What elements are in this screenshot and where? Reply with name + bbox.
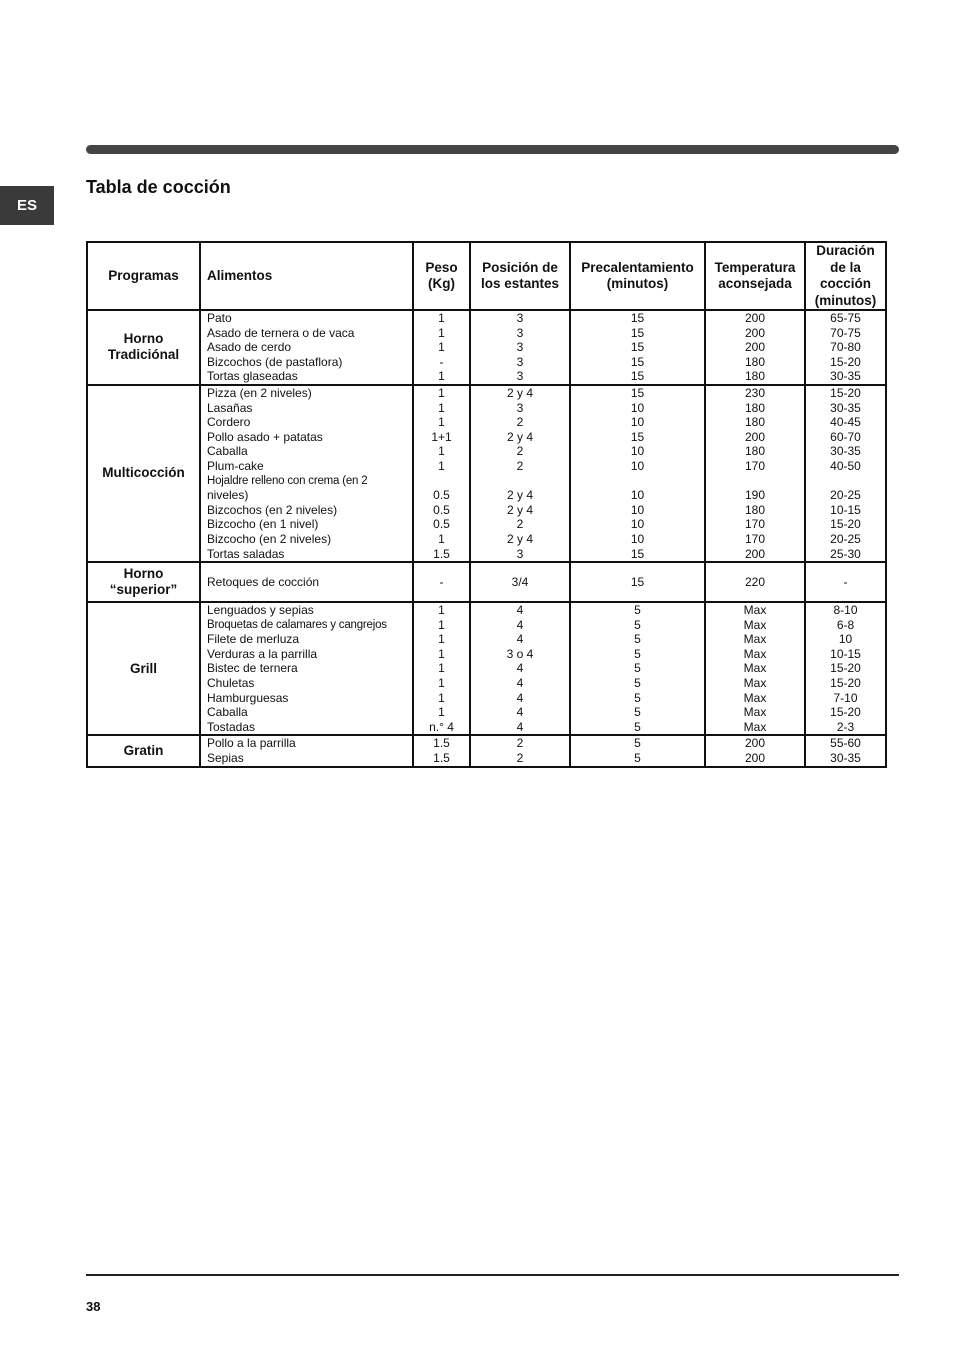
- cell-line: 1.5: [433, 751, 450, 766]
- cell-line: 15: [630, 546, 645, 561]
- cell-line: 70-80: [830, 340, 861, 355]
- cell-line: Max: [743, 632, 767, 647]
- peso-cell: [413, 562, 470, 602]
- header-line: Temperatura: [714, 259, 796, 275]
- cell-line: 10: [630, 444, 645, 459]
- table-header-row: [87, 242, 886, 310]
- header-divider-bar: [86, 145, 899, 154]
- cell-line: 10-15: [830, 646, 861, 661]
- precalentamiento-cell: [570, 310, 705, 385]
- header-peso: [413, 242, 470, 310]
- cell-line: 7-10: [833, 690, 858, 705]
- cell-line: 15-20: [830, 354, 861, 369]
- cell-line: 3 o 4: [506, 646, 534, 661]
- header-line: de la: [830, 259, 861, 275]
- cell-line: 40-50: [830, 458, 861, 473]
- cell-line: 60-70: [830, 429, 861, 444]
- cell-line: 2 y 4: [506, 502, 533, 517]
- cell-line: Pollo a la parrilla: [207, 736, 296, 751]
- cell-line: 3: [516, 311, 524, 325]
- cell-line: 5: [634, 632, 641, 647]
- cell-line: 15-20: [830, 661, 861, 676]
- cell-spacer: [471, 474, 569, 489]
- cell-line: 5: [634, 705, 641, 720]
- header-duracion: [805, 242, 886, 310]
- duracion-cell: [805, 602, 886, 735]
- cell-line: 4: [516, 617, 524, 632]
- header-line: Posición de: [482, 259, 558, 275]
- cell-line: 3/4: [511, 574, 529, 589]
- cell-line: Bizcochos (en 2 niveles): [207, 502, 338, 517]
- cell-line: 1: [438, 369, 445, 384]
- cell-line: 10: [630, 458, 645, 473]
- program-name-line: Gratin: [123, 742, 164, 758]
- posicion-cell: [470, 310, 570, 385]
- header-posicion: [470, 242, 570, 310]
- program-name-line: Grill: [129, 660, 157, 676]
- cell-line: 1: [438, 632, 445, 647]
- cell-line: 30-35: [830, 400, 861, 415]
- cell-line: 1: [438, 400, 445, 415]
- cell-line: Tortas glaseadas: [207, 369, 298, 384]
- alimentos-cell: [200, 310, 413, 385]
- footer-divider: [86, 1274, 899, 1276]
- program-name-line: Tradiciónal: [107, 347, 180, 363]
- cell-line: Max: [743, 705, 767, 720]
- cell-spacer: [571, 474, 704, 489]
- header-alimentos: Alimentos: [200, 242, 413, 310]
- cell-line: 15: [630, 325, 645, 340]
- posicion-cell: [470, 735, 570, 766]
- temperatura-cell: [705, 310, 805, 385]
- cell-line: 5: [634, 736, 641, 751]
- cell-line: 200: [744, 325, 766, 340]
- cell-line: 1: [438, 415, 445, 430]
- cell-line: -: [439, 574, 444, 589]
- cell-line: 2 y 4: [506, 488, 533, 503]
- cell-line: 2-3: [836, 719, 855, 734]
- cell-line: 1+1: [431, 429, 452, 444]
- cell-line: 6-8: [836, 617, 855, 632]
- cell-line: niveles): [207, 488, 249, 503]
- cell-line: 25-30: [830, 546, 861, 561]
- header-line: (minutos): [814, 292, 877, 308]
- table-row: [87, 562, 886, 602]
- cell-line: 4: [516, 632, 524, 647]
- cell-line: 200: [744, 429, 766, 444]
- cell-line: 3: [516, 546, 524, 561]
- cell-line: 200: [744, 546, 766, 561]
- cell-line: Pizza (en 2 niveles): [207, 385, 312, 400]
- cell-line: Bizcochos (de pastaflora): [207, 354, 343, 369]
- cell-line: Lasañas: [207, 400, 253, 415]
- program-name-line: Multicocción: [102, 465, 185, 481]
- alimentos-cell: [200, 735, 413, 766]
- precalentamiento-cell: [570, 385, 705, 562]
- cell-line: 1: [438, 458, 445, 473]
- program-name-line: Horno: [123, 565, 164, 581]
- cell-spacer: [706, 474, 804, 489]
- cell-line: 4: [516, 690, 524, 705]
- page-title: Tabla de cocción: [86, 177, 231, 197]
- cell-line: 220: [744, 574, 766, 589]
- cell-line: 1: [438, 531, 445, 546]
- cell-line: 10: [630, 517, 645, 532]
- cell-line: Plum-cake: [207, 458, 264, 473]
- program-group-horno-superior: [87, 562, 886, 602]
- cell-line: Filete de merluza: [207, 632, 300, 647]
- posicion-cell: [470, 562, 570, 602]
- cell-line: 1: [438, 661, 445, 676]
- cell-line: 1: [438, 325, 445, 340]
- cell-line: 1: [438, 603, 445, 618]
- cell-line: Max: [743, 661, 767, 676]
- duracion-cell: [805, 385, 886, 562]
- peso-cell: [413, 602, 470, 735]
- cell-line: 5: [634, 617, 641, 632]
- cell-line: 4: [516, 719, 524, 734]
- cell-line: Bizcocho (en 1 nivel): [207, 517, 319, 532]
- cell-line: 190: [744, 488, 766, 503]
- cell-line: 2 y 4: [506, 531, 533, 546]
- cell-line: 0.5: [433, 488, 450, 503]
- cell-line: Lenguados y sepias: [207, 603, 314, 618]
- language-tab: ES: [0, 186, 54, 225]
- cell-line: Asado de cerdo: [207, 340, 292, 355]
- header-line: (minutos): [606, 276, 669, 291]
- precalentamiento-cell: [570, 735, 705, 766]
- cell-line: 5: [634, 690, 641, 705]
- program-group-multiccion: [87, 385, 886, 562]
- cell-line: Asado de ternera o de vaca: [207, 325, 355, 340]
- cell-line: 4: [516, 705, 524, 720]
- duracion-cell: [805, 562, 886, 602]
- cell-line: 1: [438, 646, 445, 661]
- cell-line: Verduras a la parrilla: [207, 646, 318, 661]
- cell-line: 1: [438, 690, 445, 705]
- cell-line: 15: [630, 354, 645, 369]
- header-temperatura: [705, 242, 805, 310]
- header-programas: Programas: [87, 242, 200, 310]
- cell-line: -: [843, 574, 848, 589]
- program-name-line: Horno: [123, 330, 164, 346]
- cell-line: 3: [516, 400, 524, 415]
- cell-line: 10: [630, 502, 645, 517]
- table-row: [87, 735, 886, 766]
- peso-cell: [413, 735, 470, 766]
- cell-line: 15: [630, 574, 645, 589]
- cell-line: 3: [516, 325, 524, 340]
- cell-line: 5: [634, 719, 641, 734]
- header-line: Peso: [425, 259, 458, 275]
- cell-line: Hamburguesas: [207, 690, 289, 705]
- cell-line: 180: [744, 502, 766, 517]
- cell-line: 30-35: [830, 444, 861, 459]
- temperatura-cell: [705, 735, 805, 766]
- program-name-line: “superior”: [109, 582, 178, 598]
- cell-line: 3: [516, 354, 524, 369]
- cell-line: 10: [630, 415, 645, 430]
- cell-line: 200: [744, 751, 766, 766]
- cooking-table: [86, 241, 887, 768]
- cell-line: 170: [744, 517, 766, 532]
- page-number: 38: [86, 1299, 101, 1314]
- cell-line: 65-75: [830, 311, 861, 325]
- program-name-cell: [87, 385, 200, 562]
- program-group-grill: [87, 602, 886, 735]
- cell-line: 2: [516, 415, 524, 430]
- cell-line: 3: [516, 340, 524, 355]
- program-group-horno-tradicional: [87, 310, 886, 385]
- cell-line: Max: [743, 690, 767, 705]
- cell-line: 15: [630, 429, 645, 444]
- cell-line: 2: [516, 517, 524, 532]
- cell-line: Hojaldre relleno con crema (en 2: [207, 474, 368, 487]
- cell-line: 1: [438, 617, 445, 632]
- cell-line: 5: [634, 646, 641, 661]
- cell-line: 180: [744, 444, 766, 459]
- cell-line: 5: [634, 661, 641, 676]
- precalentamiento-cell: [570, 562, 705, 602]
- cell-line: Max: [743, 603, 767, 618]
- cell-line: 10: [630, 400, 645, 415]
- cell-line: 10: [630, 488, 645, 503]
- peso-cell: [413, 310, 470, 385]
- cell-line: 4: [516, 661, 524, 676]
- posicion-cell: [470, 602, 570, 735]
- cell-line: Max: [743, 719, 767, 734]
- table-row: [87, 602, 886, 735]
- cell-line: 2: [516, 751, 524, 766]
- cell-line: Caballa: [207, 444, 248, 459]
- header-precalentamiento: [570, 242, 705, 310]
- table-row: [87, 310, 886, 385]
- program-name-cell: [87, 735, 200, 766]
- cell-line: 0.5: [433, 502, 450, 517]
- alimentos-cell: [200, 385, 413, 562]
- cell-line: 4: [516, 676, 524, 691]
- cell-line: Pollo asado + patatas: [207, 429, 323, 444]
- alimentos-cell: [200, 562, 413, 602]
- header-line: (Kg): [428, 276, 455, 291]
- precalentamiento-cell: [570, 602, 705, 735]
- program-name-cell: [87, 562, 200, 602]
- cell-line: 1: [438, 311, 445, 325]
- cell-line: 1: [438, 340, 445, 355]
- cell-line: 15-20: [830, 676, 861, 691]
- cell-line: 15-20: [830, 385, 861, 400]
- cell-line: 230: [744, 385, 766, 400]
- cell-line: Sepias: [207, 751, 244, 766]
- cell-line: 5: [634, 603, 641, 618]
- duracion-cell: [805, 310, 886, 385]
- duracion-cell: [805, 735, 886, 766]
- cell-line: 15-20: [830, 705, 861, 720]
- cell-line: 1.5: [433, 546, 450, 561]
- cell-line: Pato: [207, 311, 232, 325]
- cell-line: Tostadas: [207, 719, 256, 734]
- cell-line: Retoques de cocción: [207, 574, 320, 589]
- cell-line: 10-15: [830, 502, 861, 517]
- cell-line: Cordero: [207, 415, 251, 430]
- cell-line: 2 y 4: [506, 429, 533, 444]
- cell-line: 8-10: [833, 603, 858, 618]
- cell-line: 10: [630, 531, 645, 546]
- cell-line: 2: [516, 444, 524, 459]
- cell-line: 70-75: [830, 325, 861, 340]
- cell-line: 170: [744, 531, 766, 546]
- cell-line: 200: [744, 311, 766, 325]
- cell-line: 3: [516, 369, 524, 384]
- table-row: [87, 385, 886, 562]
- cell-line: Max: [743, 646, 767, 661]
- header-line: aconsejada: [718, 276, 792, 291]
- cell-line: -: [439, 354, 444, 369]
- cell-line: 1: [438, 676, 445, 691]
- cell-line: 1: [438, 705, 445, 720]
- cell-line: 15: [630, 369, 645, 384]
- peso-cell: [413, 385, 470, 562]
- cell-line: Caballa: [207, 705, 248, 720]
- cell-line: Bistec de ternera: [207, 661, 298, 676]
- cell-line: 55-60: [830, 736, 861, 751]
- cell-line: 2: [516, 458, 524, 473]
- cell-line: 15: [630, 311, 645, 325]
- cell-line: Broquetas de calamares y cangrejos: [207, 618, 387, 631]
- temperatura-cell: [705, 602, 805, 735]
- cell-line: 0.5: [433, 517, 450, 532]
- temperatura-cell: [705, 562, 805, 602]
- cell-line: Tortas saladas: [207, 546, 285, 561]
- cell-line: 180: [744, 415, 766, 430]
- cell-line: 10: [838, 632, 853, 647]
- cell-line: Max: [743, 617, 767, 632]
- cell-line: Max: [743, 676, 767, 691]
- cell-line: 180: [744, 369, 766, 384]
- header-line: cocción: [819, 276, 871, 291]
- cell-line: 15: [630, 340, 645, 355]
- cell-line: 180: [744, 354, 766, 369]
- cell-line: 1.5: [433, 736, 450, 751]
- cell-line: 40-45: [830, 415, 861, 430]
- cell-line: 2: [516, 736, 524, 751]
- cell-spacer: [806, 474, 885, 489]
- temperatura-cell: [705, 385, 805, 562]
- cell-line: 20-25: [830, 531, 861, 546]
- program-name-cell: [87, 602, 200, 735]
- cell-line: n.° 4: [429, 719, 454, 734]
- cell-spacer: [414, 474, 469, 489]
- cell-line: 5: [634, 676, 641, 691]
- cell-line: 2 y 4: [506, 385, 533, 400]
- cell-line: Bizcocho (en 2 niveles): [207, 531, 332, 546]
- program-group-gratin: [87, 735, 886, 766]
- cell-line: 20-25: [830, 488, 861, 503]
- cell-line: 30-35: [830, 369, 861, 384]
- cell-line: 1: [438, 444, 445, 459]
- cell-line: 1: [438, 385, 445, 400]
- header-line: los estantes: [480, 276, 560, 291]
- cell-line: 180: [744, 400, 766, 415]
- header-line: Duración: [816, 243, 875, 258]
- cell-line: 200: [744, 736, 766, 751]
- cell-line: 15: [630, 385, 645, 400]
- cell-line: 30-35: [830, 751, 861, 766]
- alimentos-cell: [200, 602, 413, 735]
- posicion-cell: [470, 385, 570, 562]
- cell-line: Chuletas: [207, 676, 255, 691]
- program-name-cell: [87, 310, 200, 385]
- cell-line: 5: [634, 751, 641, 766]
- cell-line: 170: [744, 458, 766, 473]
- cell-line: 200: [744, 340, 766, 355]
- cell-line: 15-20: [830, 517, 861, 532]
- cell-line: 4: [516, 603, 524, 618]
- header-line: Precalentamiento: [581, 259, 694, 275]
